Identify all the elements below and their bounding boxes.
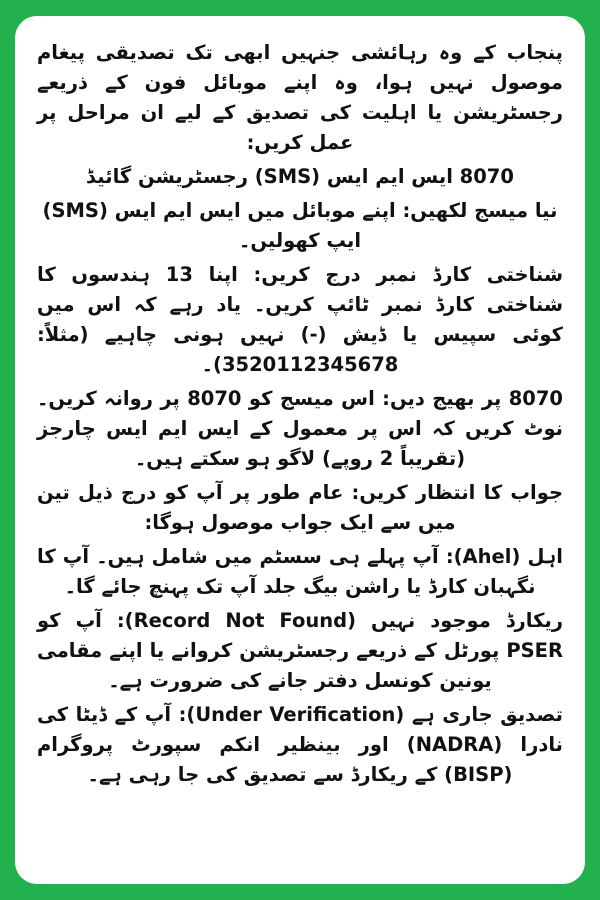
reply-record-not-found: ریکارڈ موجود نہیں (Record Not Found): آپ کو PSER پورٹل کے ذریعے رجسٹریشن کروانے یا اپنے مقامی یونین کونسل دفتر جانے کی ضرورت ہے۔ [37, 609, 563, 692]
step-new-message: نیا میسج لکھیں: اپنے موبائل میں ایس ایم ایس (SMS) ایپ کھولیں۔ [42, 199, 558, 252]
step-enter-cnic: شناختی کارڈ نمبر درج کریں: اپنا 13 ہندسوں کا شناختی کارڈ نمبر ٹائپ کریں۔ یاد رہے کہ اس میں کوئی سپیس یا ڈیش (-) نہیں ہونی چاہیے (مثلاً: 3520112345678)۔ [37, 263, 563, 376]
guide-heading: 8070 ایس ایم ایس (SMS) رجسٹریشن گائیڈ [86, 165, 514, 188]
reply-under-verification: تصدیق جاری ہے (Under Verification): آپ کے ڈیٹا کی نادرا (NADRA) اور بینظیر انکم سپورٹ پروگرام (BISP) کے ریکارڈ سے تصدیق کی جا رہی ہے۔ [37, 703, 563, 786]
content-card [15, 16, 585, 884]
intro-paragraph: پنجاب کے وہ رہائشی جنہیں ابھی تک تصدیقی پیغام موصول نہیں ہوا، وہ اپنے موبائل فون کے ذریعے رجسٹریشن یا اہلیت کی تصدیق کے لیے ان مراحل پر عمل کریں: [37, 41, 563, 154]
step-wait-reply: جواب کا انتظار کریں: عام طور پر آپ کو درج ذیل تین میں سے ایک جواب موصول ہوگا: [37, 481, 563, 534]
step-send-8070: 8070 پر بھیج دیں: اس میسج کو 8070 پر روانہ کریں۔ نوٹ کریں کہ اس پر معمول کے ایس ایم ایس چارجز (تقریباً 2 روپے) لاگو ہو سکتے ہیں۔ [37, 387, 563, 470]
reply-ahel: اہل (Ahel): آپ پہلے ہی سسٹم میں شامل ہیں۔ آپ کا نگہبان کارڈ یا راشن بیگ جلد آپ تک پہنچ جائے گا۔ [37, 545, 563, 598]
